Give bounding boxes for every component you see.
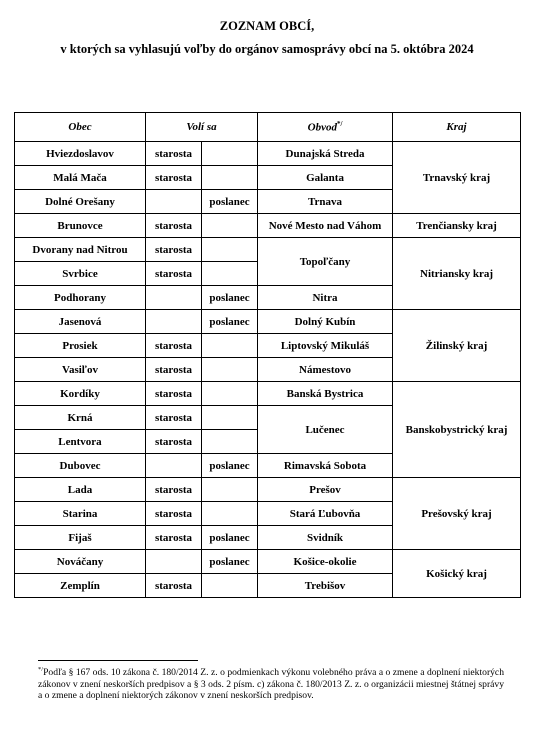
cell-poslanec <box>202 478 258 502</box>
cell-obec: Vasiľov <box>15 358 146 382</box>
cell-obec: Starina <box>15 502 146 526</box>
cell-poslanec: poslanec <box>202 550 258 574</box>
cell-kraj: Banskobystrický kraj <box>393 382 521 478</box>
footnote-text: Podľa § 167 ods. 10 zákona č. 180/2014 Z. z. o podmienkach výkonu volebného práva a o zmene a doplnení niektorých zákonov v znení neskorších predpisov a § 3 ods. 2 písm. c) zákona č. 180/2013 Z. z. o organizácii miestnej štátnej správy a o zmene a doplnení niektorých zákonov v znení neskorších predpisov. <box>38 667 504 702</box>
cell-obec: Dolné Orešany <box>15 190 146 214</box>
cell-obvod: Trnava <box>258 190 393 214</box>
cell-obec: Kordíky <box>15 382 146 406</box>
cell-obec: Svrbice <box>15 262 146 286</box>
table-row <box>15 478 521 502</box>
cell-starosta: starosta <box>146 382 202 406</box>
cell-starosta: starosta <box>146 574 202 598</box>
cell-obvod: Topoľčany <box>258 238 393 286</box>
header-voli-sa: Volí sa <box>146 113 258 142</box>
cell-obvod: Banská Bystrica <box>258 382 393 406</box>
header-kraj: Kraj <box>393 113 521 142</box>
cell-starosta: starosta <box>146 238 202 262</box>
table-row <box>15 214 521 238</box>
cell-starosta <box>146 286 202 310</box>
cell-obvod: Prešov <box>258 478 393 502</box>
cell-obvod: Dolný Kubín <box>258 310 393 334</box>
table-row <box>15 142 521 166</box>
cell-obec: Dubovec <box>15 454 146 478</box>
cell-obvod: Dunajská Streda <box>258 142 393 166</box>
table-row <box>15 238 521 262</box>
cell-obec: Lentvora <box>15 430 146 454</box>
cell-starosta: starosta <box>146 526 202 550</box>
table-row <box>15 382 521 406</box>
table-header-row <box>15 113 521 142</box>
cell-starosta: starosta <box>146 214 202 238</box>
cell-poslanec <box>202 430 258 454</box>
cell-poslanec: poslanec <box>202 526 258 550</box>
cell-kraj: Košický kraj <box>393 550 521 598</box>
cell-obvod: Stará Ľubovňa <box>258 502 393 526</box>
cell-starosta: starosta <box>146 262 202 286</box>
cell-poslanec <box>202 166 258 190</box>
cell-obvod: Trebišov <box>258 574 393 598</box>
header-obvod-label: Obvod <box>307 121 337 134</box>
cell-starosta <box>146 550 202 574</box>
cell-poslanec <box>202 406 258 430</box>
cell-obvod: Námestovo <box>258 358 393 382</box>
cell-obec: Fijaš <box>15 526 146 550</box>
cell-poslanec <box>202 502 258 526</box>
footnote-divider <box>38 660 198 661</box>
document-subtitle: v ktorých sa vyhlasujú voľby do orgánov samosprávy obcí na 5. októbra 2024 <box>60 42 474 56</box>
cell-starosta: starosta <box>146 478 202 502</box>
cell-poslanec: poslanec <box>202 310 258 334</box>
document-title: ZOZNAM OBCÍ, <box>219 19 315 33</box>
cell-starosta: starosta <box>146 166 202 190</box>
cell-poslanec <box>202 262 258 286</box>
cell-kraj: Trnavský kraj <box>393 142 521 214</box>
cell-obec: Zemplín <box>15 574 146 598</box>
cell-obec: Dvorany nad Nitrou <box>15 238 146 262</box>
cell-starosta: starosta <box>146 430 202 454</box>
cell-poslanec <box>202 214 258 238</box>
municipality-table <box>14 112 521 598</box>
cell-kraj: Prešovský kraj <box>393 478 521 550</box>
cell-kraj: Nitriansky kraj <box>393 238 521 310</box>
cell-starosta: starosta <box>146 334 202 358</box>
header-obec: Obec <box>15 113 146 142</box>
cell-starosta: starosta <box>146 142 202 166</box>
cell-starosta <box>146 190 202 214</box>
cell-obec: Hviezdoslavov <box>15 142 146 166</box>
cell-obec: Lada <box>15 478 146 502</box>
cell-obvod: Nové Mesto nad Váhom <box>258 214 393 238</box>
cell-poslanec: poslanec <box>202 190 258 214</box>
cell-starosta <box>146 310 202 334</box>
cell-obvod: Nitra <box>258 286 393 310</box>
cell-poslanec <box>202 334 258 358</box>
cell-obvod: Rimavská Sobota <box>258 454 393 478</box>
cell-poslanec: poslanec <box>202 286 258 310</box>
cell-poslanec <box>202 358 258 382</box>
footnote-mark: */ <box>38 666 44 673</box>
cell-obec: Prosiek <box>15 334 146 358</box>
cell-obec: Nováčany <box>15 550 146 574</box>
cell-obec: Malá Mača <box>15 166 146 190</box>
footnote <box>38 664 504 702</box>
cell-obvod: Galanta <box>258 166 393 190</box>
cell-obec: Podhorany <box>15 286 146 310</box>
cell-obec: Brunovce <box>15 214 146 238</box>
cell-poslanec <box>202 238 258 262</box>
cell-obvod: Lučenec <box>258 406 393 454</box>
cell-obec: Jasenová <box>15 310 146 334</box>
table-row <box>15 310 521 334</box>
cell-obec: Krná <box>15 406 146 430</box>
cell-starosta: starosta <box>146 406 202 430</box>
cell-poslanec: poslanec <box>202 454 258 478</box>
cell-starosta <box>146 454 202 478</box>
cell-obvod: Košice-okolie <box>258 550 393 574</box>
cell-poslanec <box>202 382 258 406</box>
cell-obvod: Liptovský Mikuláš <box>258 334 393 358</box>
cell-kraj: Žilinský kraj <box>393 310 521 382</box>
cell-starosta: starosta <box>146 358 202 382</box>
cell-starosta: starosta <box>146 502 202 526</box>
cell-poslanec <box>202 574 258 598</box>
cell-poslanec <box>202 142 258 166</box>
cell-obvod: Svidník <box>258 526 393 550</box>
cell-kraj: Trenčiansky kraj <box>393 214 521 238</box>
table-row <box>15 550 521 574</box>
footnote-reference: */ <box>336 120 343 129</box>
header-obvod <box>258 113 393 142</box>
